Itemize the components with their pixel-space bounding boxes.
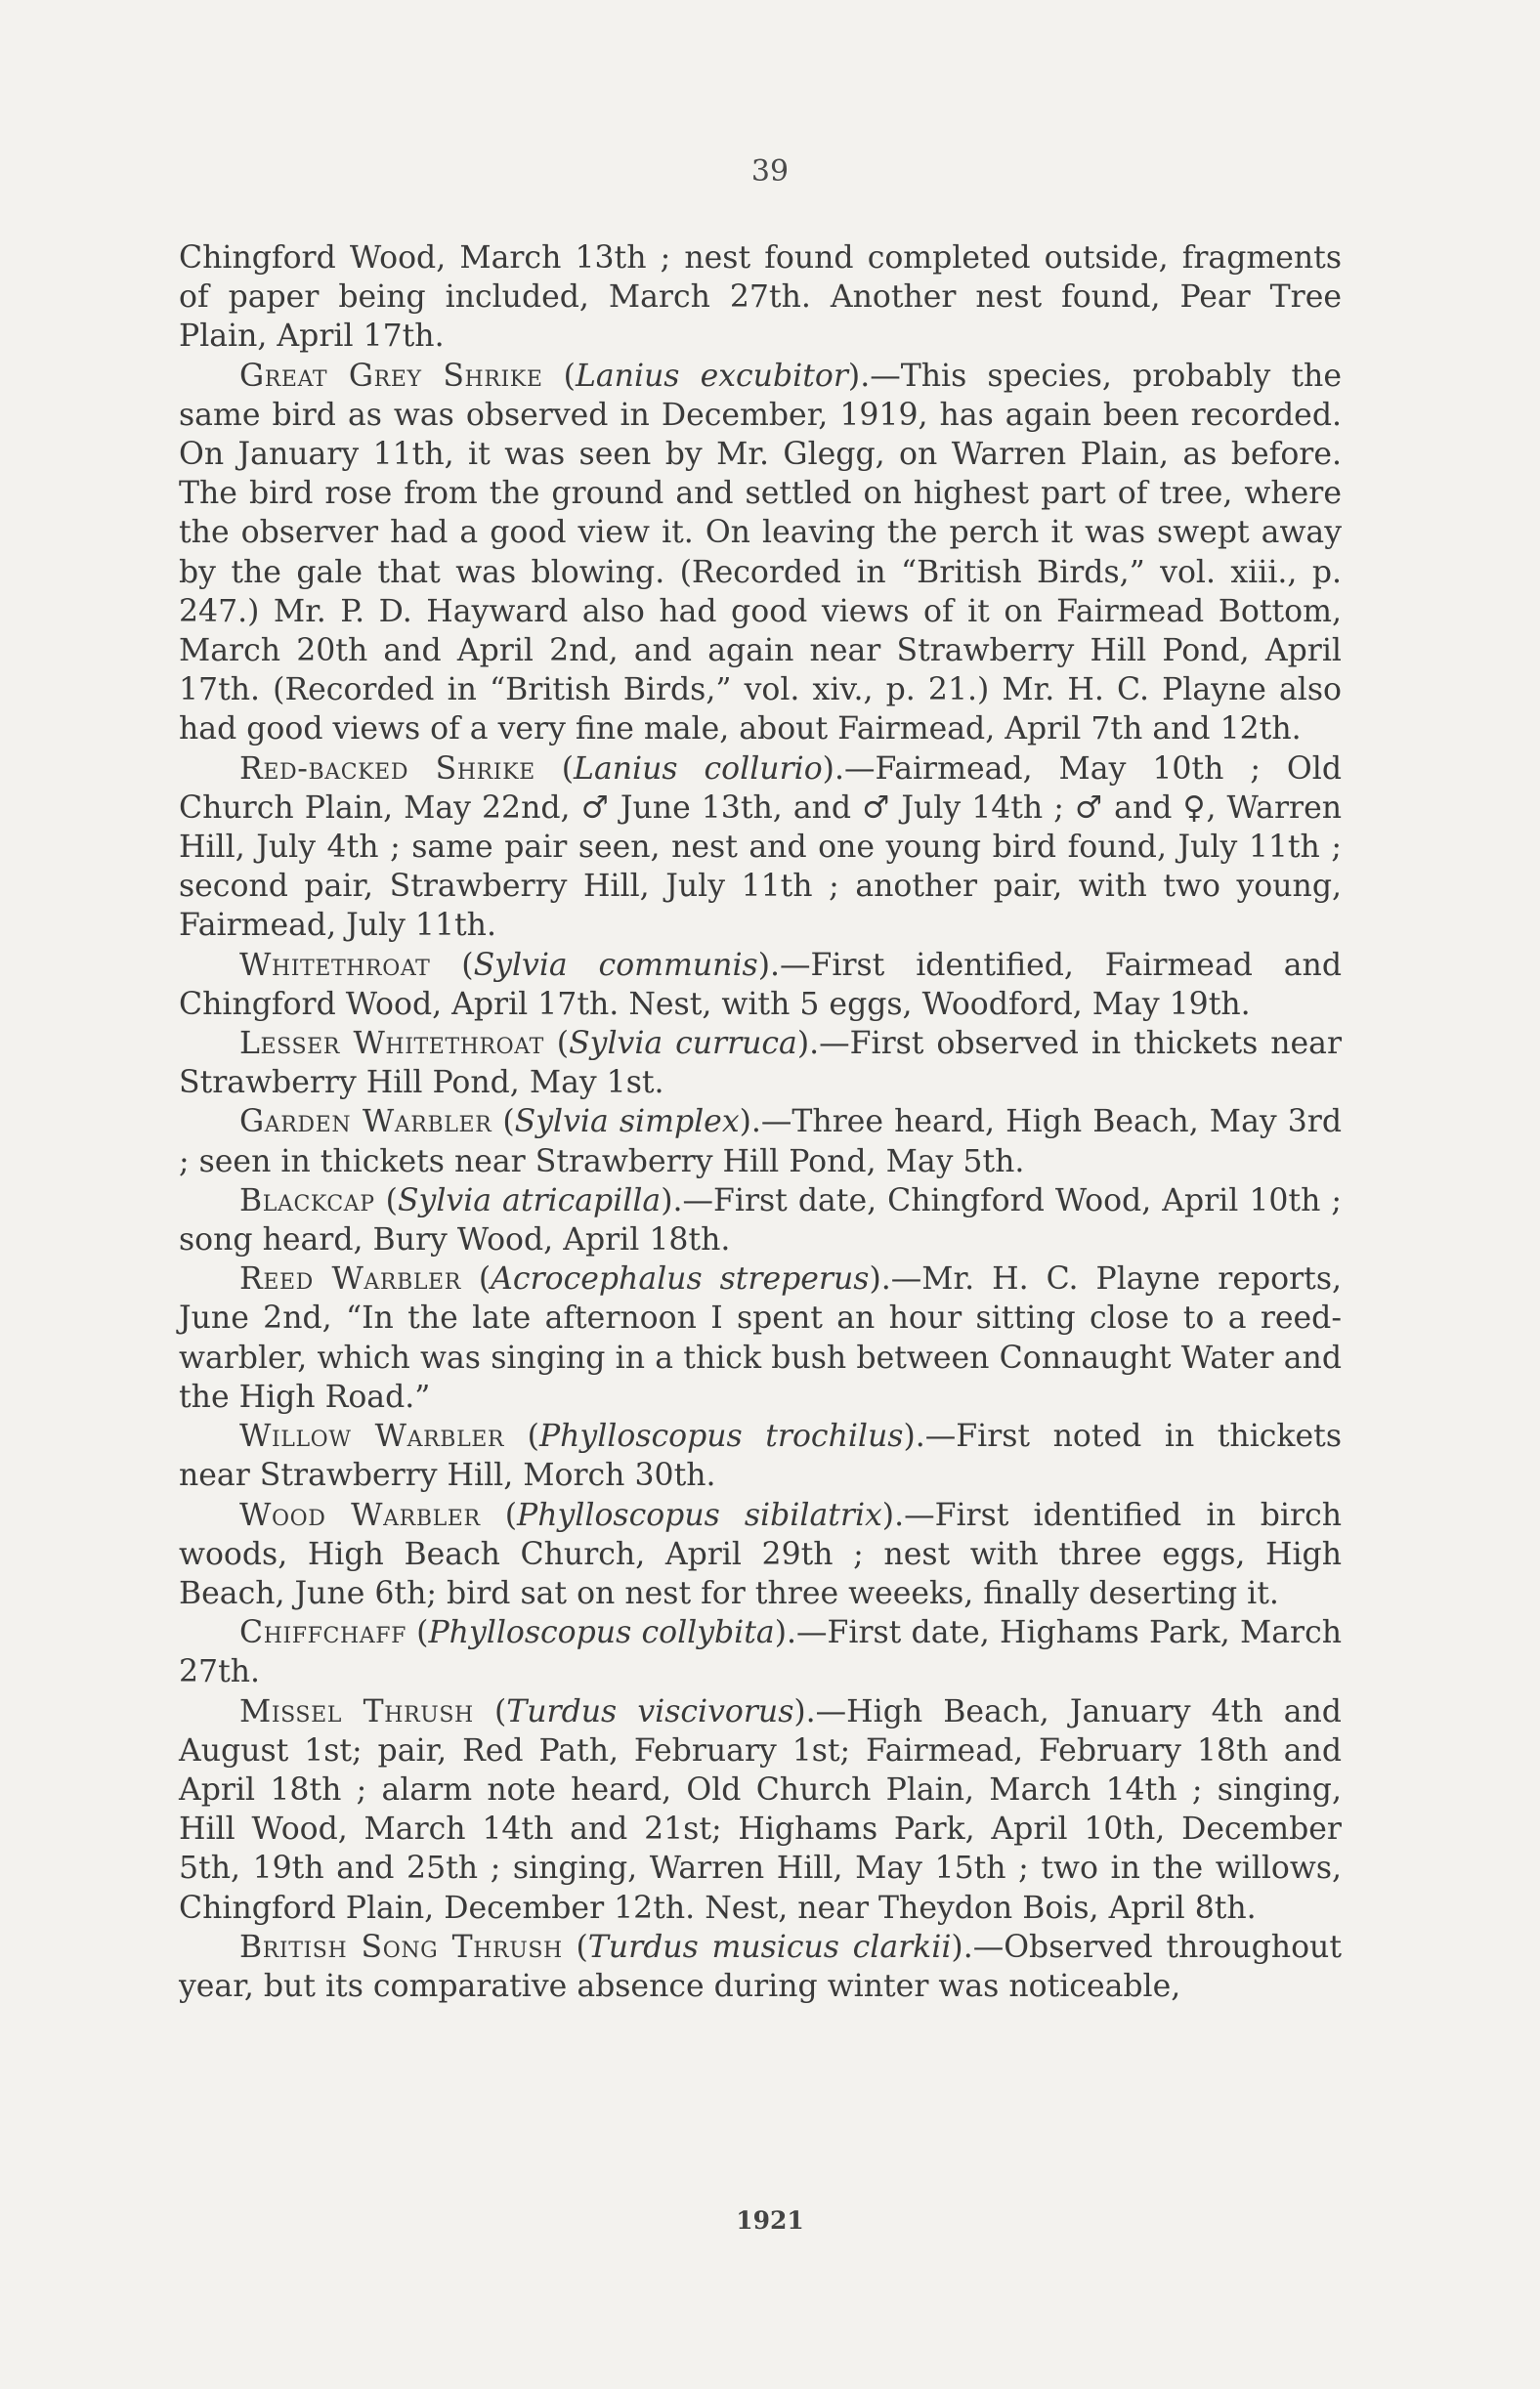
species-name: Whitethroat (239, 947, 431, 983)
latin-name: Sylvia communis (473, 947, 758, 983)
species-name: Great Grey Shrike (239, 358, 543, 394)
entry-whitethroat: Whitethroat (Sylvia communis).—First identified, Fairmead and Chingford Wood, April 17th. Nest, with 5 eggs, Woodford, May 19th. (179, 947, 1342, 1022)
entry-red-backed-shrike: Red-backed Shrike (Lanius collurio).—Fairmead, May 10th ; Old Church Plain, May 22nd, ♂ June 13th, and ♂ July 14th ; ♂ and ♀, Warren Hill, July 4th ; same pair seen, nest and one young bird found, July 11th ; second pair, Strawberry Hill, July 11th ; another pair, with two young, Fairmead, July 11th. (179, 750, 1342, 944)
latin-name: Turdus musicus clarkii (587, 1929, 952, 1965)
entry-great-grey-shrike: Great Grey Shrike (Lanius excubitor).—This species, probably the same bird as was observed in December, 1919, has again been recorded. On January 11th, it was seen by Mr. Glegg, on Warren Plain, as before. The bird rose from the ground and settled on highest part of tree, where the observer had a good view it. On leaving the perch it was swept away by the gale that was blowing. (Recorded in “British Birds,” vol. xiii., p. 247.) Mr. P. D. Hayward also had good views of it on Fairmead Bottom, March 20th and April 2nd, and again near Strawberry Hill Pond, April 17th. (Recorded in “British Birds,” vol. xiv., p. 21.) Mr. H. C. Playne also had good views of a very fine male, about Fairmead, April 7th and 12th. (179, 358, 1342, 747)
latin-name: Phylloscopus collybita (428, 1615, 775, 1651)
entry-text: .—First identified in birch woods, High Beach Church, April 29th ; nest with three eggs, High Beach, June 6th; bird sat on nest for three weeeks, finally deserting it. (179, 1497, 1342, 1611)
entry-lesser-whitethroat: Lesser Whitethroat (Sylvia curruca).—First observed in thickets near Strawberry Hill Pond, May 1st. (179, 1026, 1343, 1101)
entry-wood-warbler: Wood Warbler (Phylloscopus sibilatrix).—First identified in birch woods, High Beach Church, April 29th ; nest with three eggs, High Beach, June 6th; bird sat on nest for three weeeks, finally deserting it. (179, 1497, 1342, 1611)
species-name: Blackcap (239, 1182, 375, 1218)
species-name: Lesser Whitethroat (239, 1026, 544, 1062)
latin-name: Sylvia curruca (569, 1026, 797, 1062)
entry-text: .—Fairmead, May 10th ; Old Church Plain, May 22nd, ♂ June 13th, and ♂ July 14th ; ♂ and ♀, Warren Hill, July 4th ; same pair seen, nest and one young bird found, July 11th ; second pair, Strawberry Hill, July 11th ; another pair, with two young, Fairmead, July 11th. (179, 750, 1342, 944)
entry-chiffchaff: Chiffchaff (Phylloscopus collybita).—First date, Highams Park, March 27th. (179, 1615, 1342, 1690)
intro-paragraph: Chingford Wood, March 13th ; nest found completed outside, fragments of paper being included, March 27th. Another nest found, Pear Tree Plain, April 17th. (179, 240, 1342, 355)
entry-willow-warbler: Willow Warbler (Phylloscopus trochilus).—First noted in thickets near Strawberry Hill, Morch 30th. (179, 1419, 1342, 1494)
latin-name: Phylloscopus trochilus (538, 1419, 904, 1455)
entry-text: .—First date, Highams Park, March 27th. (179, 1615, 1342, 1690)
entry-garden-warbler: Garden Warbler (Sylvia simplex).—Three heard, High Beach, May 3rd ; seen in thickets near Strawberry Hill Pond, May 5th. (179, 1104, 1342, 1179)
entry-reed-warbler: Reed Warbler (Acrocephalus streperus).—Mr. H. C. Playne reports, June 2nd, “In the late afternoon I spent an hour sitting close to a reed-warbler, which was singing in a thick bush between Connaught Water and the High Road.” (179, 1261, 1343, 1415)
latin-name: Sylvia simplex (514, 1104, 740, 1140)
footer-year: 1921 (736, 2206, 804, 2235)
latin-name: Phylloscopus sibilatrix (517, 1497, 882, 1533)
entry-text: .—First observed in thickets near Strawberry Hill Pond, May 1st. (179, 1026, 1343, 1101)
entry-text: .—This species, probably the same bird as was observed in December, 1919, has again been recorded. On January 11th, it was seen by Mr. Glegg, on Warren Plain, as before. The bird rose from the ground and settled on highest part of tree, where the observer had a good view it. On leaving the perch it was swept away by the gale that was blowing. (Recorded in “British Birds,” vol. xiii., p. 247.) Mr. P. D. Hayward also had good views of it on Fairmead Bottom, March 20th and April 2nd, and again near Strawberry Hill Pond, April 17th. (Recorded in “British Birds,” vol. xiv., p. 21.) Mr. H. C. Playne also had good views of a very fine male, about Fairmead, April 7th and 12th. (179, 358, 1342, 747)
entry-text: .—First date, Chingford Wood, April 10th ; song heard, Bury Wood, April 18th. (179, 1182, 1342, 1258)
latin-name: Sylvia atricapilla (397, 1182, 662, 1218)
latin-name: Lanius collurio (574, 750, 823, 787)
species-name: Reed Warbler (239, 1261, 461, 1298)
entry-text: .—Three heard, High Beach, May 3rd ; seen in thickets near Strawberry Hill Pond, May 5th. (179, 1104, 1342, 1179)
species-name: Red-backed Shrike (239, 750, 535, 787)
species-name: Willow Warbler (239, 1419, 505, 1455)
species-name: Wood Warbler (239, 1497, 481, 1533)
entry-text: .—Mr. H. C. Playne reports, June 2nd, “In the late afternoon I spent an hour sitting close to a reed-warbler, which was singing in a thick bush between Connaught Water and the High Road.” (179, 1261, 1343, 1415)
species-name: British Song Thrush (239, 1929, 563, 1965)
species-name: Missel Thrush (239, 1693, 474, 1729)
entry-text: .—First identified, Fairmead and Chingford Wood, April 17th. Nest, with 5 eggs, Woodford, May 19th. (179, 947, 1342, 1022)
entry-missel-thrush: Missel Thrush (Turdus viscivorus).—High Beach, January 4th and August 1st; pair, Red Path, February 1st; Fairmead, February 18th and April 18th ; alarm note heard, Old Church Plain, March 14th ; singing, Hill Wood, March 14th and 21st; Highams Park, April 10th, December 5th, 19th and 25th ; singing, Warren Hill, May 15th ; two in the willows, Chingford Plain, December 12th. Nest, near Theydon Bois, April 8th. (179, 1693, 1342, 1926)
page-number: 39 (750, 154, 790, 189)
entry-text: .—Observed throughout year, but its comparative absence during winter was noticeable, (179, 1929, 1342, 2004)
entry-text: .—High Beach, January 4th and August 1st; pair, Red Path, February 1st; Fairmead, February 18th and April 18th ; alarm note heard, Old Church Plain, March 14th ; singing, Hill Wood, March 14th and 21st; Highams Park, April 10th, December 5th, 19th and 25th ; singing, Warren Hill, May 15th ; two in the willows, Chingford Plain, December 12th. Nest, near Theydon Bois, April 8th. (179, 1693, 1342, 1926)
body-text (179, 238, 1342, 2006)
entry-blackcap: Blackcap (Sylvia atricapilla).—First date, Chingford Wood, April 10th ; song heard, Bury Wood, April 18th. (179, 1182, 1342, 1258)
species-name: Garden Warbler (239, 1104, 492, 1140)
entry-british-song-thrush: British Song Thrush (Turdus musicus clarkii).—Observed throughout year, but its comparative absence during winter was noticeable, (179, 1929, 1342, 2004)
species-name: Chiffchaff (239, 1615, 406, 1651)
latin-name: Lanius excubitor (575, 358, 848, 394)
latin-name: Turdus viscivorus (506, 1693, 794, 1729)
latin-name: Acrocephalus streperus (491, 1261, 870, 1298)
entry-text: .—First noted in thickets near Strawberry Hill, Morch 30th. (179, 1419, 1342, 1494)
